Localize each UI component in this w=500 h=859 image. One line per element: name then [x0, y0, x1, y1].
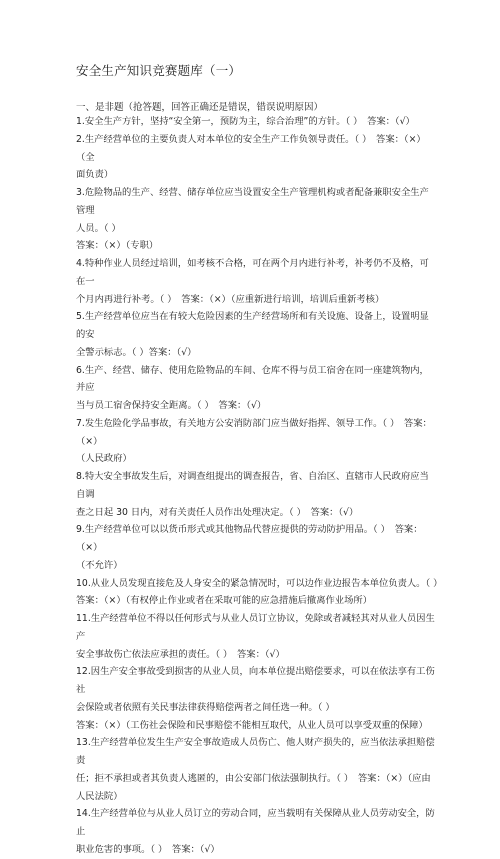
text-line: 查之日起 30 日内，对有关责任人员作出处理决定。（ ） 答案：（√）	[76, 506, 359, 518]
text-line: 4.特种作业人员经过培训，如考核不合格，可在两个月内进行补考，补考仍不及格，可在一	[76, 258, 429, 287]
text-line: 任；拒不承担或者其负责人逃匿的，由公安部门依法强制执行。（ ） 答案：（×）（应由	[76, 772, 431, 784]
text-line: 10.从业人员发现直接危及人身安全的紧急情况时，可以边作业边报告本单位负责人。（ ）	[76, 577, 443, 589]
text-line: 答案：（×）（工伤社会保险和民事赔偿不能相互取代，从业人员可以享受双重的保障）	[76, 719, 428, 731]
text-line: 人民法院）	[76, 790, 123, 802]
text-line: 9.生产经营单位可以以货币形式或其他物品代替应提供的劳动防护用品。（ ） 答案：（×）	[76, 524, 423, 553]
text-line: 3.危险物品的生产、经营、储存单位应当设置安全生产管理机构或者配备兼职安全生产管理	[76, 187, 429, 216]
text-line: 14.生产经营单位与从业人员订立的劳动合同，应当载明有关保障从业人员劳动安全，防止	[76, 808, 435, 837]
text-line: 答案：（×）（有权停止作业或者在采取可能的应急措施后撤离作业场所）	[76, 595, 372, 607]
text-line: 个月内再进行补考。（ ） 答案：（×）（应重新进行培训，培训后重新考核）	[76, 293, 385, 305]
text-line: 8.特大安全事故发生后，对调查组提出的调查报告，省、自治区、直辖市人民政府应当自调	[76, 471, 429, 500]
text-line: 全警示标志。（ ）答案：（√）	[76, 346, 197, 358]
text-line: 面负责）	[76, 169, 114, 181]
text-line: 会保险或者依照有关民事法律获得赔偿两者之间任选一种。（ ）	[76, 701, 335, 713]
text-line: （不允许）	[76, 559, 123, 571]
text-line: 13.生产经营单位发生生产安全事故造成人员伤亡、他人财产损失的，应当依法承担赔偿责	[76, 737, 435, 766]
document-title: 安全生产知识竞赛题库（一）	[76, 63, 242, 78]
text-line: 当与员工宿舍保持安全距离。（ ） 答案：（√）	[76, 400, 267, 411]
section-heading: 一、是非题（抢答题，回答正确还是错误，错误说明原因）	[76, 102, 324, 113]
text-line: 职业危害的事项。（ ） 答案：（√）	[76, 843, 220, 855]
text-line: 12.因生产安全事故受到损害的从业人员，向本单位提出赔偿要求，可以在依法享有工伤社	[76, 666, 435, 695]
text-line: 7.发生危险化学品事故，有关地方公安消防部门应当做好指挥、领导工作。（ ） 答案：（×）	[76, 417, 432, 447]
question-list	[76, 113, 443, 859]
text-line: 5.生产经营单位应当在有较大危险因素的生产经营场所和有关设施、设备上，设置明显的安	[76, 311, 429, 340]
text-line: 安全事故伤亡依法应承担的责任。（ ） 答案：（√）	[76, 648, 285, 660]
text-line: 1.安全生产方针，坚持“安全第一，预防为主，综合治理”的方针。（ ） 答案：（√）	[76, 116, 415, 127]
text-line: 2.生产经营单位的主要负责人对本单位的安全生产工作负领导责任。（ ） 答案：（×）（全	[76, 133, 426, 163]
text-line: 人员。（ ）	[76, 222, 121, 234]
text-line: 答案：（×）（专职）	[76, 240, 159, 252]
text-line: （人民政府）	[76, 453, 132, 465]
text-line: 11.生产经营单位不得以任何形式与从业人员订立协议，免除或者减轻其对从业人员因生产	[76, 613, 435, 642]
text-line: 6.生产、经营、储存、使用危险物品的车间、仓库不得与员工宿舍在同一座建筑物内，并应	[76, 364, 429, 394]
